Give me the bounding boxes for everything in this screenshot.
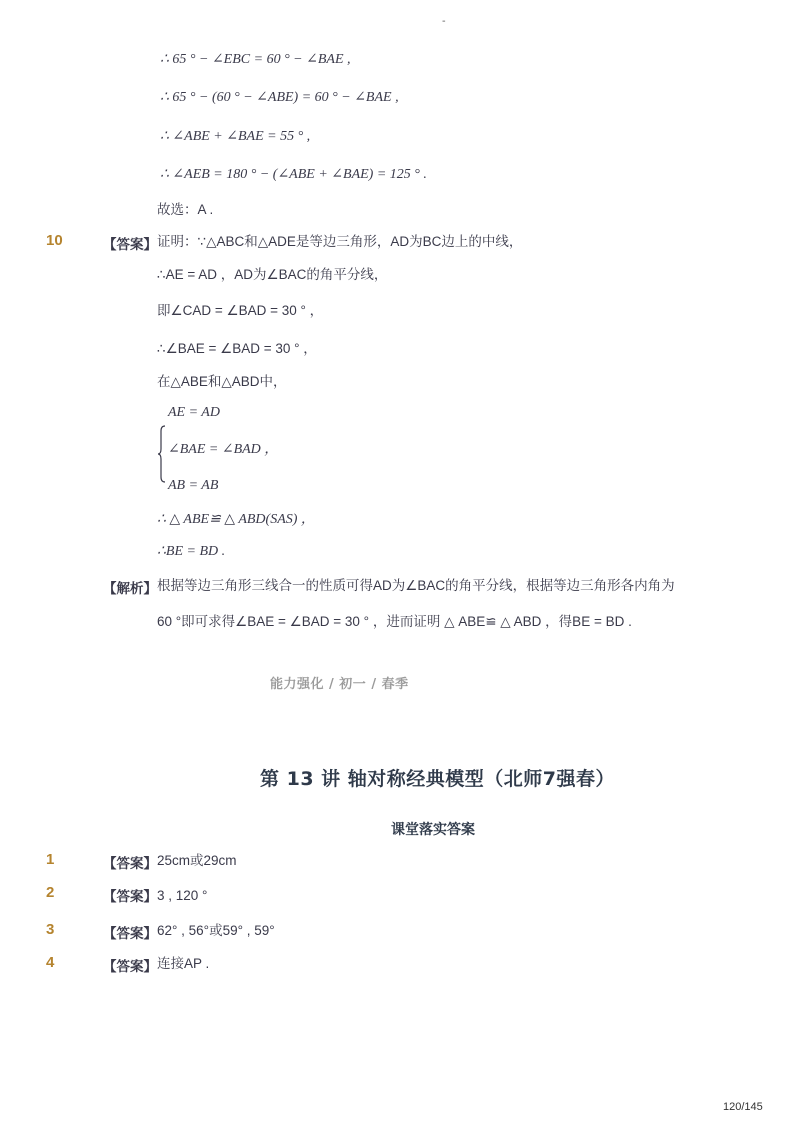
choice-line: 故选：A . xyxy=(157,202,214,217)
proof-step-5: ∴ △ ABE≌ △ ABD(SAS) ， xyxy=(157,512,315,527)
analysis-tag: 【解析】 xyxy=(103,581,157,597)
answer-tag-4: 【答案】 xyxy=(103,959,157,975)
answer-text-1: 25cm或29cm xyxy=(157,853,237,868)
answer-tag-1: 【答案】 xyxy=(103,856,157,872)
proof-step-6: ∴BE = BD . xyxy=(157,544,226,559)
proof-step-2: 即∠CAD = ∠BAD = 30 ° ， xyxy=(157,303,324,318)
page-number: 120/145 xyxy=(723,1101,763,1113)
section-title: 第 13 讲 轴对称经典模型（北师7强春） xyxy=(260,768,616,790)
math-line-2: ∴ 65 ° − (60 ° − ∠ABE) = 60 ° − ∠BAE , xyxy=(160,90,399,105)
answer-text-4: 连接AP . xyxy=(157,956,210,971)
answer-number-1: 1 xyxy=(46,851,55,868)
system-eq-2: ∠BAE = ∠BAD ， xyxy=(168,442,279,457)
section-subtitle: 课堂落实答案 xyxy=(391,822,475,838)
math-line-4: ∴ ∠AEB = 180 ° − (∠ABE + ∠BAE) = 125 ° . xyxy=(160,167,427,182)
proof-start: 证明：∵△ABC和△ADE是等边三角形，AD为BC边上的中线， xyxy=(157,234,523,249)
analysis-line-1: 根据等边三角形三线合一的性质可得AD为∠BAC的角平分线，根据等边三角形各内角为 xyxy=(157,578,675,593)
system-eq-3: AB = AB xyxy=(168,478,219,493)
answer-tag-3: 【答案】 xyxy=(103,926,157,942)
math-line-1: ∴ 65 ° − ∠EBC = 60 ° − ∠BAE , xyxy=(160,52,351,67)
header-mark: - xyxy=(442,16,446,27)
math-line-3: ∴ ∠ABE + ∠BAE = 55 ° , xyxy=(160,129,311,144)
answer-text-3: 62° , 56°或59° , 59° xyxy=(157,923,275,938)
answer-number-2: 2 xyxy=(46,884,55,901)
answer-tag-2: 【答案】 xyxy=(103,889,157,905)
proof-step-4: 在△ABE和△ABD中， xyxy=(157,374,287,389)
proof-step-1: ∴AE = AD ，AD为∠BAC的角平分线， xyxy=(157,267,388,282)
question-number-10: 10 xyxy=(46,232,63,249)
page-footer: 能力强化 / 初一 / 春季 xyxy=(270,677,409,692)
system-eq-1: AE = AD xyxy=(168,405,220,420)
proof-step-3: ∴∠BAE = ∠BAD = 30 ° ， xyxy=(157,341,317,356)
answer-number-4: 4 xyxy=(46,954,55,971)
answer-tag: 【答案】 xyxy=(103,237,157,253)
system-brace xyxy=(158,425,166,483)
analysis-line-2: 60 °即可求得∠BAE = ∠BAD = 30 ° ，进而证明 △ ABE≌ △ ABD ，得BE = BD . xyxy=(157,614,632,629)
answer-number-3: 3 xyxy=(46,921,55,938)
answer-text-2: 3 , 120 ° xyxy=(157,888,208,903)
